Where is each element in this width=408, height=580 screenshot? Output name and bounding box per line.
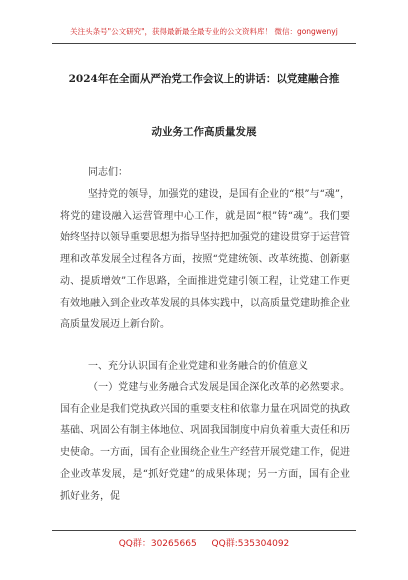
footer-qq-group-1: QQ群：30265665 xyxy=(118,539,197,549)
document-title-line-1: 2024年在全面从严治党工作会议上的讲话：以党建融合推 xyxy=(68,73,340,85)
header-divider xyxy=(52,43,356,44)
footer-qq-groups xyxy=(0,536,408,549)
footer-qq-group-2: QQ群:535304092 xyxy=(211,539,290,549)
body-paragraph-2: （一）党建与业务融合式发展是国企深化改革的必然要求。国有企业是我们党执政兴国的重要支柱和依靠力量在巩固党的执政基础、巩固公有制主体地位、巩固我国制度中肩负着重大责任和历史使命。一方面，国有企业围绕企业生产经营开展党建工作，促进企业改革发展，是“抓好党建”的成果体现；另一方面，国有企业抓好业务，促 xyxy=(60,382,350,502)
header-promo-note: 关注头条号"公文研究"，获得最新最全最专业的公文资料库！ 微信：gongwenyj xyxy=(70,27,338,36)
greeting: 同志们： xyxy=(88,167,128,178)
section-heading-1: 一、充分认识国有企业党建和业务融合的价值意义 xyxy=(88,361,308,372)
document-title-line-2: 动业务工作高质量发展 xyxy=(151,126,257,138)
footer-divider xyxy=(52,530,356,531)
body-paragraph-1: 坚持党的领导，加强党的建设，是国有企业的“根”与“魂”，将党的建设融入运营管理中心工作，就是固“根”铸“魂”。我们要始终坚持以领导重要思想为指导坚持把加强党的建设贯穿于运营管理和改革发展全过程各方面，按照“党建统领、改革统揽、创新驱动、提质增效”工作思路，全面推进党建引领工程，让党建工作更有效地融入到企业改革发展的具体实践中，以高质量党建助推企业高质量发展迈上新台阶。 xyxy=(60,189,350,331)
